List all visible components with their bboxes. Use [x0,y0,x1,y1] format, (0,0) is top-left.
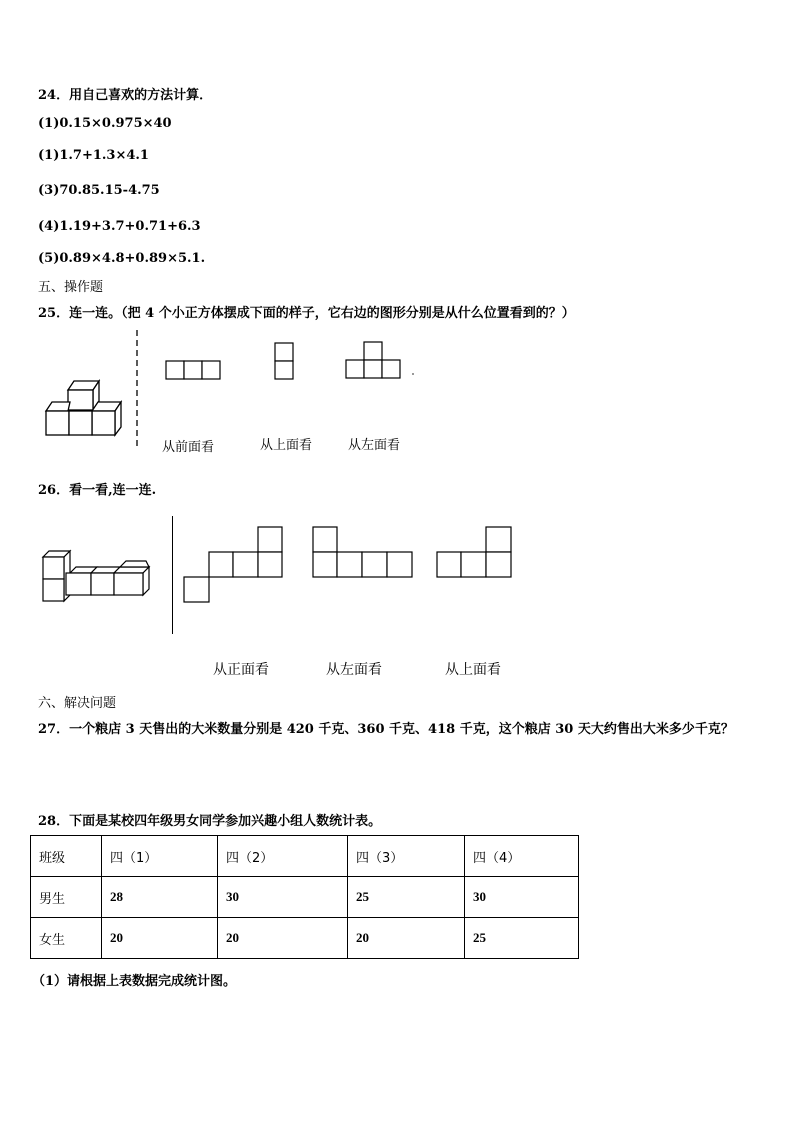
q26-view-shape-2 [312,526,413,578]
table-row [31,918,579,959]
table-cell: 28 [102,877,218,918]
q25-view-shape-2 [274,342,294,380]
stray-dot [412,373,414,375]
q25-view-shape-1 [165,360,221,380]
q28-sub-question-1: （1）请根据上表数据完成统计图。 [32,974,237,989]
q25-cube-stack-figure [40,375,130,440]
q24-item-2: (1)1.7+1.3×4.1 [38,148,149,163]
q24-item-4: (4)1.19+3.7+0.71+6.3 [38,219,201,234]
q24-item-1: (1)0.15×0.975×40 [38,116,172,131]
table-row-label: 男生 [31,877,102,918]
q25-view-shape-3 [345,341,401,379]
q24-item-3: (3)70.85.15-4.75 [38,183,160,198]
q26-label-top: 从上面看 [445,662,501,678]
table-header-row [31,836,579,877]
q28-stats-table [30,835,579,959]
table-cell: 30 [465,877,579,918]
table-header-cell: 四（4） [465,836,579,877]
q25-label-front: 从前面看 [162,440,215,455]
q26-title: 26．看一看,连一连. [38,483,157,498]
q26-label-left: 从左面看 [326,662,382,678]
section-6-heading: 六、解决问题 [38,696,117,711]
q24-title: 24．用自己喜欢的方法计算． [38,88,213,103]
table-header-cell: 班级 [31,836,102,877]
table-header-cell: 四（2） [218,836,348,877]
q28-title: 28．下面是某校四年级男女同学参加兴趣小组人数统计表。 [38,814,382,829]
table-cell: 25 [465,918,579,959]
q27-title: 27．一个粮店 3 天售出的大米数量分别是 420 千克、360 千克、418 千克，这个粮店 30 天大约售出大米多少千克？ [38,722,734,737]
q26-cube-figure [40,548,155,604]
table-cell: 20 [218,918,348,959]
table-cell: 20 [348,918,465,959]
q24-item-5: (5)0.89×4.8+0.89×5.1. [38,251,206,266]
table-row-label: 女生 [31,918,102,959]
table-cell: 20 [102,918,218,959]
q26-view-shape-1 [183,527,283,603]
table-cell: 25 [348,877,465,918]
table-row [31,877,579,918]
q26-view-shape-3 [436,526,512,578]
q25-label-top: 从上面看 [260,438,313,453]
section-5-heading: 五、操作题 [38,280,104,295]
table-header-cell: 四（1） [102,836,218,877]
q25-label-left: 从左面看 [348,438,401,453]
table-cell: 30 [218,877,348,918]
q26-label-front: 从正面看 [213,662,269,678]
table-header-cell: 四（3） [348,836,465,877]
q25-dashed-divider [134,330,140,450]
q25-title: 25．连一连。（把 4 个小正方体摆成下面的样子，它右边的图形分别是从什么位置看到的？） [38,306,575,321]
q26-divider [172,516,173,634]
